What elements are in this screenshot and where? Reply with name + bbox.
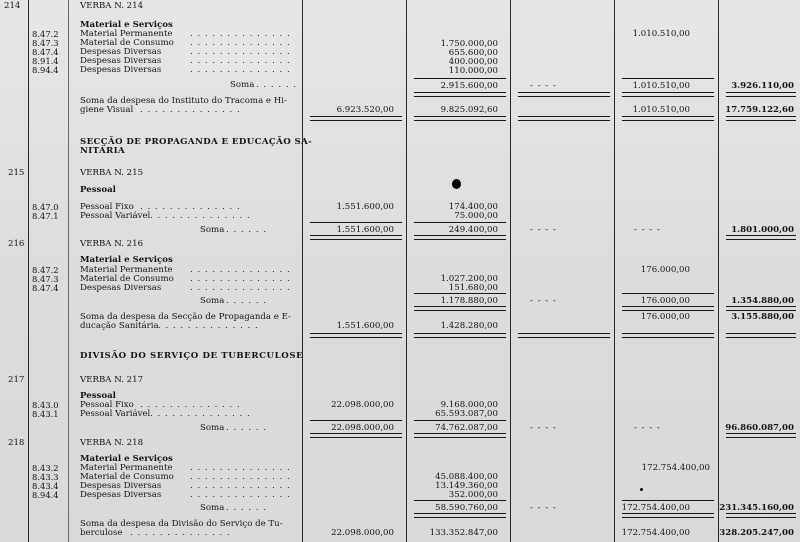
- double-rule: [310, 116, 402, 121]
- dot-leader: . . . . . .: [256, 80, 298, 90]
- dot-leader: . . . . . . . . . . . . . .: [190, 274, 291, 284]
- verba-title: VERBA N. 217: [80, 375, 144, 385]
- item-code: 8.47.2: [32, 29, 59, 39]
- soma-amount: 1.551.600,00: [336, 225, 394, 235]
- dash-leader: - - - -: [634, 423, 661, 433]
- total-amount: 22.098.000,00: [331, 528, 394, 538]
- soma-amount: 2.915.600,00: [440, 81, 498, 91]
- double-rule: [726, 513, 796, 518]
- rule: [310, 420, 402, 421]
- column-rule: [406, 0, 407, 542]
- item-label: Pessoal Variável: [80, 211, 151, 221]
- total-amount: 172.754.400,00: [621, 528, 690, 538]
- dash-leader: - - - -: [530, 225, 557, 235]
- soma-label: Soma: [200, 225, 225, 235]
- dot-leader: . . . . . . . . . . . . . .: [130, 528, 231, 538]
- total-amount: 1.551.600,00: [336, 321, 394, 331]
- section-heading: DIVISÃO DO SERVIÇO DE TUBERCULOSE: [80, 351, 304, 361]
- item-label: Despesas Diversas: [80, 490, 162, 500]
- dot-leader: . . . . . . . . . . . . . .: [190, 283, 291, 293]
- double-rule: [622, 333, 714, 338]
- soma-amount: 96.860.087,00: [725, 423, 794, 433]
- total-amount: 1.010.510,00: [632, 105, 690, 115]
- dot-leader: . . . . . . . . . . . . . .: [140, 202, 241, 212]
- item-code: 8.47.2: [32, 265, 59, 275]
- item-label: Despesas Diversas: [80, 283, 162, 293]
- rule: [622, 500, 714, 501]
- double-rule: [622, 513, 714, 518]
- double-rule: [414, 513, 506, 518]
- item-label: Material Permanente: [80, 265, 173, 275]
- soma-label: Soma: [200, 423, 225, 433]
- soma-label: Soma: [230, 80, 255, 90]
- item-code: 8.43.4: [32, 481, 59, 491]
- soma-amount: 1.354.880,00: [731, 296, 794, 306]
- amount: 655.600,00: [448, 48, 498, 58]
- double-rule: [518, 116, 610, 121]
- dot-leader: . . . . . .: [226, 503, 268, 513]
- dot-leader: . . . . . . . . . . . . . .: [190, 472, 291, 482]
- group-heading: Material e Serviços: [80, 255, 173, 265]
- dot-leader: . . . . . . . . . . . . . .: [190, 56, 291, 66]
- total-amount: 3.155.880,00: [731, 312, 794, 322]
- soma-amount: 176.000,00: [640, 296, 690, 306]
- soma-amount: 1.801.000,00: [731, 225, 794, 235]
- item-label: Pessoal Variável: [80, 409, 151, 419]
- ink-blot: [452, 179, 461, 189]
- total-amount: 1.428.280,00: [440, 321, 498, 331]
- total-label: Soma da despesa do Instituto do Tracoma e Hi-: [80, 96, 287, 106]
- dash-leader: - - - -: [530, 296, 557, 306]
- soma-label: Soma: [200, 503, 225, 513]
- item-label: Material de Consumo: [80, 38, 174, 48]
- item-label: Despesas Diversas: [80, 481, 162, 491]
- dash-leader: - - - -: [530, 423, 557, 433]
- soma-amount: 58.590.760,00: [435, 503, 498, 513]
- item-code: 8.47.0: [32, 202, 59, 212]
- dot-leader: . . . . . .: [226, 225, 268, 235]
- double-rule: [622, 306, 714, 311]
- item-code: 8.43.1: [32, 409, 59, 419]
- rule: [414, 293, 506, 294]
- dot-leader: . . . . . . . . . . . . . .: [140, 400, 241, 410]
- column-rule: [28, 0, 29, 542]
- double-rule: [726, 116, 796, 121]
- item-label: Pessoal Fixo: [80, 202, 134, 212]
- item-code: 8.91.4: [32, 56, 59, 66]
- item-code: 8.94.4: [32, 65, 59, 75]
- total-amount: 17.759.122,60: [725, 105, 794, 115]
- soma-amount: 172.754.400,00: [621, 503, 690, 513]
- dash-leader: - - - -: [530, 81, 557, 91]
- item-code: 8.47.1: [32, 211, 59, 221]
- double-rule: [414, 433, 506, 438]
- verba-number: 218: [8, 438, 25, 448]
- ink-speck: [640, 488, 643, 491]
- section-heading: NITÁRIA: [80, 146, 126, 156]
- dot-leader: . . . . . . . . . . . . . .: [140, 105, 241, 115]
- amount: 110.000,00: [448, 66, 498, 76]
- total-label: berculose: [80, 528, 123, 538]
- dot-leader: . . . . . . . . . . . . . .: [150, 211, 251, 221]
- item-label: Despesas Diversas: [80, 56, 162, 66]
- dot-leader: . . . . . . . . . . . . . .: [190, 29, 291, 39]
- dot-leader: . . . . . .: [226, 296, 268, 306]
- dot-leader: . . . . . . . . . . . . . .: [190, 463, 291, 473]
- dot-leader: . . . . . . . . . . . . . .: [190, 490, 291, 500]
- double-rule: [414, 116, 506, 121]
- item-label: Pessoal Fixo: [80, 400, 134, 410]
- amount: 151.680,00: [448, 283, 498, 293]
- amount: 352.000,00: [448, 490, 498, 500]
- amount: 174.400,00: [448, 202, 498, 212]
- rule: [414, 222, 506, 223]
- item-code: 8.94.4: [32, 490, 59, 500]
- dash-leader: - - - -: [634, 225, 661, 235]
- total-label: Soma da despesa da Divisão do Serviço de Tu-: [80, 519, 283, 529]
- double-rule: [726, 433, 796, 438]
- dot-leader: . . . . . . . . . . . . . .: [190, 47, 291, 57]
- verba-number: 215: [8, 168, 25, 178]
- rule: [414, 500, 506, 501]
- item-code: 8.47.3: [32, 274, 59, 284]
- amount: 45.088.400,00: [435, 472, 498, 482]
- verba-number: 217: [8, 375, 25, 385]
- double-rule: [310, 433, 402, 438]
- item-label: Despesas Diversas: [80, 65, 162, 75]
- amount: 13.149.360,00: [435, 481, 498, 491]
- double-rule: [622, 116, 714, 121]
- total-amount: 176.000,00: [640, 312, 690, 322]
- column-rule: [718, 0, 719, 542]
- total-amount: 133.352.847,00: [429, 528, 498, 538]
- group-heading: Pessoal: [80, 391, 116, 401]
- item-code: 8.47.4: [32, 283, 59, 293]
- verba-title: VERBA N. 215: [80, 168, 144, 178]
- column-rule: [68, 0, 69, 542]
- group-heading: Material e Serviços: [80, 20, 173, 30]
- amount: 1.010.510,00: [632, 29, 690, 39]
- soma-label: Soma: [200, 296, 225, 306]
- item-label: Material de Consumo: [80, 274, 174, 284]
- amount: 9.168.000,00: [440, 400, 498, 410]
- dash-leader: - - - -: [530, 503, 557, 513]
- item-label: Despesas Diversas: [80, 47, 162, 57]
- item-code: 8.43.3: [32, 472, 59, 482]
- dot-leader: . . . . . . . . . . . . . .: [190, 265, 291, 275]
- total-label: ducação Sanitária: [80, 321, 159, 331]
- soma-amount: 1.010.510,00: [632, 81, 690, 91]
- amount: 1.027.200,00: [440, 274, 498, 284]
- section-heading: SECÇÃO DE PROPAGANDA E EDUCAÇÃO SA-: [80, 137, 313, 147]
- column-rule: [614, 0, 615, 542]
- group-heading: Pessoal: [80, 185, 116, 195]
- rule: [622, 78, 714, 79]
- dot-leader: . . . . . .: [226, 423, 268, 433]
- verba-number: 216: [8, 239, 25, 249]
- soma-amount: 231.345.160,00: [719, 503, 794, 513]
- rule: [414, 420, 506, 421]
- double-rule: [726, 333, 796, 338]
- rule: [414, 78, 506, 79]
- dot-leader: . . . . . . . . . . . . . .: [150, 409, 251, 419]
- item-code: 8.43.0: [32, 400, 59, 410]
- amount: 75.000,00: [454, 211, 498, 221]
- amount: 176.000,00: [640, 265, 690, 275]
- double-rule: [518, 92, 610, 97]
- rule: [310, 222, 402, 223]
- double-rule: [414, 306, 506, 311]
- item-label: Material Permanente: [80, 29, 173, 39]
- double-rule: [414, 235, 506, 240]
- soma-amount: 249.400,00: [448, 225, 498, 235]
- item-code: 8.47.3: [32, 38, 59, 48]
- item-label: Material Permanente: [80, 463, 173, 473]
- soma-amount: 3.926.110,00: [731, 81, 794, 91]
- item-label: Material de Consumo: [80, 472, 174, 482]
- total-amount: 6.923.520,00: [336, 105, 394, 115]
- amount: 172.754.400,00: [641, 463, 710, 473]
- amount: 1.551.600,00: [336, 202, 394, 212]
- verba-title: VERBA N. 218: [80, 438, 144, 448]
- amount: 1.750.000,00: [440, 39, 498, 49]
- dot-leader: . . . . . . . . . . . . . .: [158, 321, 259, 331]
- amount: 65.593.087,00: [435, 409, 498, 419]
- total-amount: 9.825.092,60: [440, 105, 498, 115]
- group-heading: Material e Serviços: [80, 454, 173, 464]
- verba-title: VERBA N. 216: [80, 239, 144, 249]
- double-rule: [622, 92, 714, 97]
- item-code: 8.43.2: [32, 463, 59, 473]
- column-rule: [510, 0, 511, 542]
- amount: 22.098.000,00: [331, 400, 394, 410]
- dot-leader: . . . . . . . . . . . . . .: [190, 65, 291, 75]
- soma-amount: 74.762.087,00: [435, 423, 498, 433]
- total-amount: 328.205.247,00: [719, 528, 794, 538]
- rule: [622, 293, 714, 294]
- item-code: 8.47.4: [32, 47, 59, 57]
- soma-amount: 1.178.880,00: [440, 296, 498, 306]
- amount: 400.000,00: [448, 57, 498, 67]
- soma-amount: 22.098.000,00: [331, 423, 394, 433]
- double-rule: [726, 92, 796, 97]
- verba-number: 214: [4, 1, 21, 11]
- dot-leader: . . . . . . . . . . . . . .: [190, 481, 291, 491]
- verba-title: VERBA N. 214: [80, 1, 144, 11]
- double-rule: [414, 92, 506, 97]
- double-rule: [310, 235, 402, 240]
- double-rule: [726, 306, 796, 311]
- column-rule: [302, 0, 303, 542]
- total-label: Soma da despesa da Secção de Propaganda e E-: [80, 312, 291, 322]
- dot-leader: . . . . . . . . . . . . . .: [190, 38, 291, 48]
- double-rule: [310, 333, 402, 338]
- total-label: giene Visual: [80, 105, 134, 115]
- double-rule: [414, 333, 506, 338]
- double-rule: [518, 333, 610, 338]
- double-rule: [726, 235, 796, 240]
